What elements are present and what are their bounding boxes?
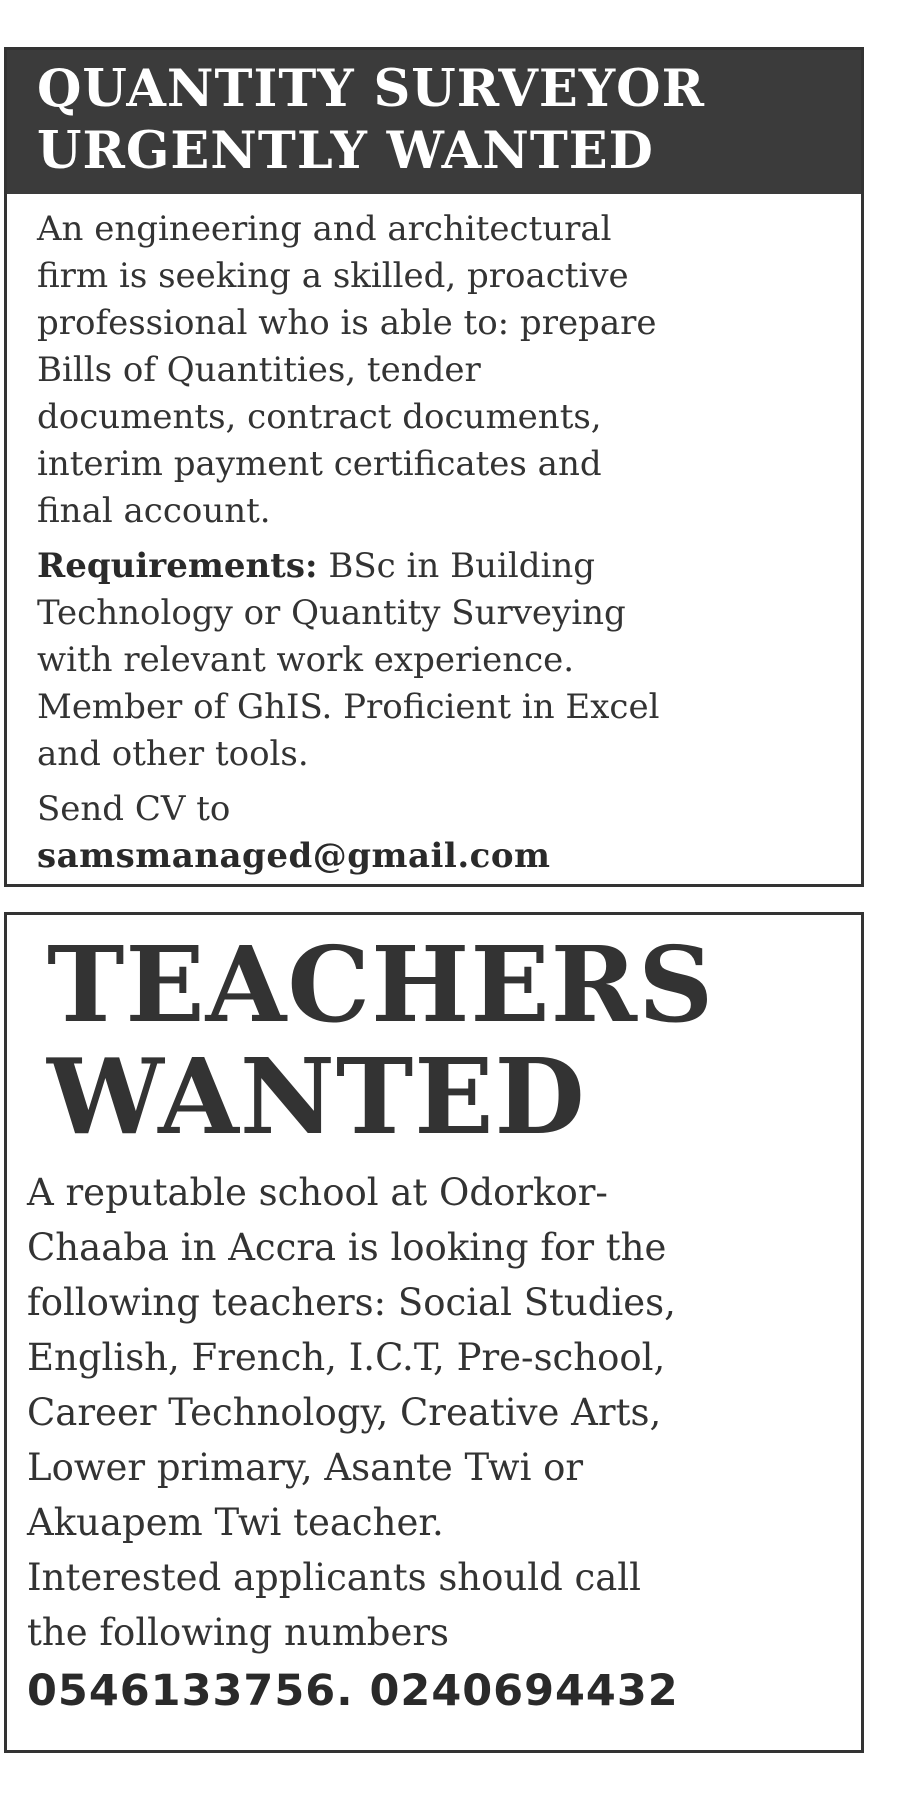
- description-line: following teachers: Social Studies,: [27, 1281, 676, 1324]
- description-line: An engineering and architectural: [37, 209, 612, 249]
- description-line: Career Technology, Creative Arts,: [27, 1391, 662, 1434]
- quantity-surveyor-ad: [4, 47, 864, 887]
- teachers-wanted-ad: [4, 912, 864, 1753]
- description-line: the following numbers: [27, 1611, 450, 1654]
- requirements-label: Requirements:: [37, 546, 318, 586]
- job-description: [27, 1165, 845, 1660]
- description-line: professional who is able to: prepare: [37, 303, 657, 343]
- description-line: Chaaba in Accra is looking for the: [27, 1226, 667, 1269]
- requirements-line: Technology or Quantity Surveying: [37, 593, 626, 633]
- contact-phone-numbers[interactable]: 0546133756. 0240694432: [27, 1666, 679, 1716]
- description-line: interim payment certificates and: [37, 444, 602, 484]
- ad-title: [7, 915, 861, 1158]
- ad-title-line: TEACHERS: [47, 923, 715, 1046]
- ad-body: [7, 1153, 861, 1718]
- description-line: firm is seeking a skilled, proactive: [37, 256, 629, 296]
- requirements-line: Member of GhIS. Proficient in Excel: [37, 687, 660, 727]
- ad-title-bar: [7, 50, 861, 194]
- description-line: documents, contract documents,: [37, 397, 602, 437]
- description-line: Lower primary, Asante Twi or: [27, 1446, 584, 1489]
- send-cv-text: Send CV to: [37, 789, 231, 829]
- description-line: Akuapem Twi teacher.: [27, 1501, 444, 1544]
- job-description: [37, 206, 841, 535]
- ad-title-line: WANTED: [47, 1035, 586, 1158]
- application-instructions: [37, 786, 841, 880]
- description-line: A reputable school at Odorkor-: [27, 1171, 608, 1214]
- job-requirements: [37, 543, 841, 778]
- requirements-line: BSc in Building: [317, 546, 596, 586]
- contact-email[interactable]: samsmanaged@gmail.com: [37, 836, 551, 876]
- ad-body: [7, 194, 861, 880]
- requirements-line: with relevant work experience.: [37, 640, 575, 680]
- ad-title-line: QUANTITY SURVEYOR: [37, 59, 705, 119]
- description-line: final account.: [37, 491, 271, 531]
- description-line: Interested applicants should call: [27, 1556, 641, 1599]
- ad-title-line: URGENTLY WANTED: [37, 121, 654, 181]
- requirements-line: and other tools.: [37, 734, 309, 774]
- description-line: English, French, I.C.T, Pre-school,: [27, 1336, 666, 1379]
- description-line: Bills of Quantities, tender: [37, 350, 481, 390]
